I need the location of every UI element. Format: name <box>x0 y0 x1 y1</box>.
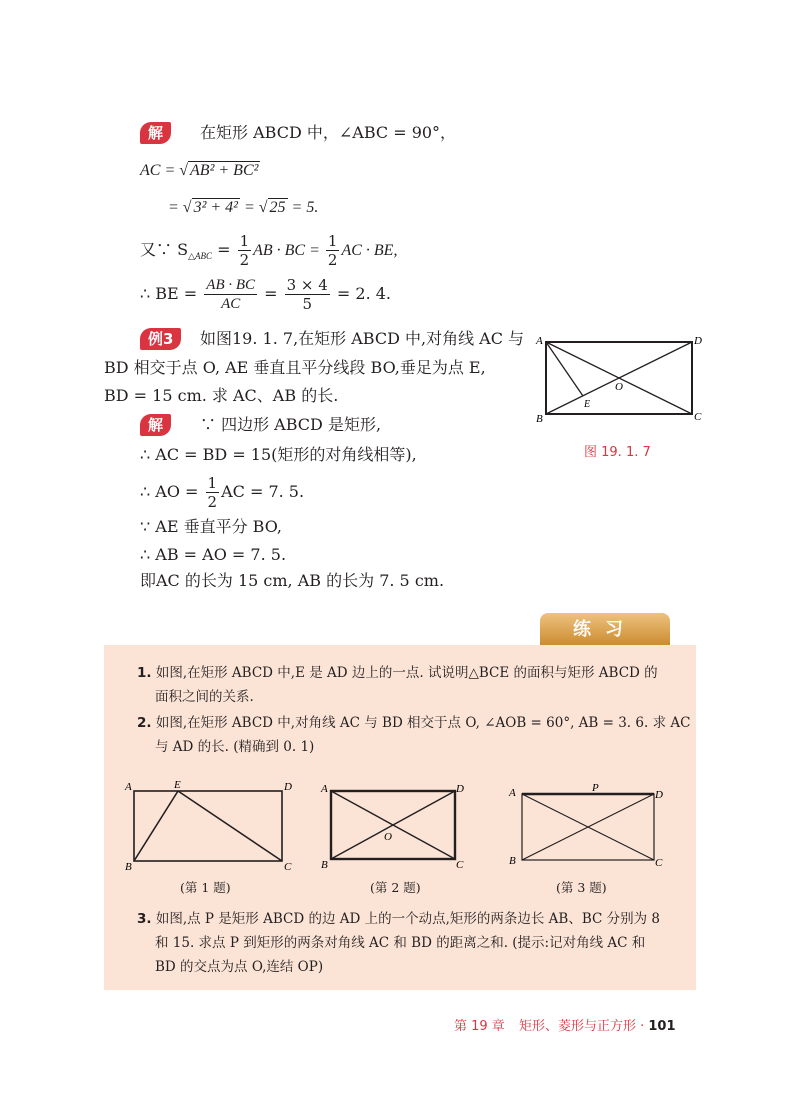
footer-chapter: 第 19 章 <box>454 1019 505 1034</box>
solution1-line3: = √ 3² + 4² = √ 25 = 5. <box>168 199 319 216</box>
svg-text:O: O <box>384 831 392 843</box>
fig2-caption: (第 2 题) <box>370 880 421 895</box>
practice-title: 练习 <box>540 613 670 647</box>
svg-text:D: D <box>284 781 292 793</box>
page-footer <box>454 1015 676 1034</box>
example-badge: 例3 <box>140 328 181 350</box>
svg-text:B: B <box>509 855 516 867</box>
practice-q3-line1: 3. 如图,点 P 是矩形 ABCD 的边 AD 上的一个动点,矩形的两条边长 AB、BC 分别为 8 <box>137 911 661 927</box>
svg-text:A: A <box>125 781 132 793</box>
practice-figure-1 <box>124 778 296 874</box>
example3-line2: BD 相交于点 O, AE 垂直且平分线段 BO,垂足为点 E, <box>104 358 486 377</box>
svg-text:A: A <box>321 783 328 795</box>
fig-label-d: D <box>694 335 702 347</box>
solution2-line6: 即AC 的长为 15 cm, AB 的长为 7. 5 cm. <box>140 571 445 590</box>
svg-text:B: B <box>125 861 132 873</box>
solution2-line1: ∵ 四边形 ABCD 是矩形, <box>200 415 382 434</box>
practice-q3-line2: 和 15. 求点 P 到矩形的两条对角线 AC 和 BD 的距离之和. (提示:记对角线 AC 和 <box>155 935 646 951</box>
svg-text:D: D <box>456 783 464 795</box>
svg-text:P: P <box>592 782 599 794</box>
example3-line3: BD = 15 cm. 求 AC、AB 的长. <box>104 386 339 405</box>
practice-q1-line2: 面积之间的关系. <box>155 689 254 705</box>
practice-q2-line2: 与 AD 的长. (精确到 0. 1) <box>155 739 315 755</box>
fig-label-o: O <box>615 381 623 393</box>
svg-text:C: C <box>284 861 292 873</box>
figure-19-1-7 <box>534 330 704 426</box>
practice-figure-2 <box>320 780 468 874</box>
page-number: 101 <box>648 1019 676 1034</box>
practice-q1-line1: 1. 如图,在矩形 ABCD 中,E 是 AD 边上的一点. 试说明△BCE 的面积与矩形 ABCD 的 <box>137 665 658 681</box>
solution1-line1: 在矩形 ABCD 中，∠ABC = 90°， <box>200 123 457 142</box>
figure-caption: 图 19. 1. 7 <box>584 445 651 460</box>
practice-q2-line1: 2. 如图,在矩形 ABCD 中,对角线 AC 与 BD 相交于点 O, ∠AOB = 60°, AB = 3. 6. 求 AC <box>137 715 691 731</box>
svg-text:B: B <box>321 859 328 871</box>
example3-line1: 如图19. 1. 7,在矩形 ABCD 中,对角线 AC 与 <box>200 329 525 348</box>
practice-figure-3 <box>508 780 666 874</box>
fig-label-b: B <box>536 413 543 425</box>
solution2-line3: ∴ AO = $\frac{1}{2}$ AC = 7. 5. <box>140 474 305 511</box>
svg-text:C: C <box>655 857 663 869</box>
solution1-line5: ∴ BE = $\frac{AB \cdot BC}{AC}$ = $\frac{3 \times 4}{5}$ = 2. 4. <box>140 276 392 313</box>
solution1-line4: 又∵ $S_{\triangle ABC}$ = $\frac{1}{2}$ AB · BC = $\frac{1}{2}$ AC · BE, <box>140 232 398 269</box>
solution-badge: 解 <box>140 122 171 144</box>
fig3-caption: (第 3 题) <box>556 880 607 895</box>
fig1-caption: (第 1 题) <box>180 880 231 895</box>
solution-badge-2: 解 <box>140 414 171 436</box>
footer-title: 矩形、菱形与正方形 · <box>518 1019 645 1034</box>
fig-label-c: C <box>694 411 702 423</box>
fig-label-e: E <box>584 399 591 410</box>
solution2-line5: ∴ AB = AO = 7. 5. <box>140 545 287 564</box>
svg-text:C: C <box>456 859 464 871</box>
solution2-line2: ∴ AC = BD = 15(矩形的对角线相等), <box>140 445 417 464</box>
fig-label-a: A <box>536 335 543 347</box>
svg-text:A: A <box>509 787 516 799</box>
solution2-line4: ∵ AE 垂直平分 BO, <box>140 517 282 536</box>
solution1-line2: AC = √ AB² + BC² <box>140 162 259 179</box>
svg-text:E: E <box>174 779 181 791</box>
fig-segment-ae <box>546 342 583 396</box>
practice-q3-line3: BD 的交点为点 O,连结 OP) <box>155 959 324 975</box>
svg-text:D: D <box>655 789 663 801</box>
